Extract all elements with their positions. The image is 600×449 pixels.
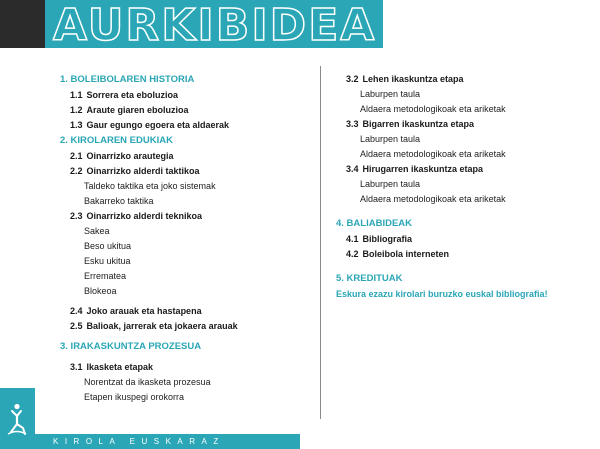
kirola-euskaraz-logo <box>0 388 35 449</box>
column-divider <box>320 66 321 419</box>
page-title: AURKIBIDEA <box>53 0 377 48</box>
footer-brand: KIROLA EUSKARAZ <box>53 437 225 446</box>
toc-section-3[interactable]: 3. IRAKASKUNTZA PROZESUA <box>60 341 202 352</box>
toc-entry-2-2[interactable]: 2.2 Oinarrizko alderdi taktikoa <box>70 166 200 176</box>
toc-item[interactable]: Laburpen taula <box>360 179 421 189</box>
toc-item[interactable]: Etapen ikuspegi orokorra <box>84 392 185 402</box>
toc-entry-3-4[interactable]: 3.4 Hirugarren ikaskuntza etapa <box>346 164 484 174</box>
toc-left-column <box>60 72 310 405</box>
toc-entry-1-3[interactable]: 1.3 Gaur egungo egoera eta aldaerak <box>70 120 230 130</box>
toc-item[interactable]: Laburpen taula <box>360 134 421 144</box>
toc-item[interactable]: Aldaera metodologikoak eta ariketak <box>360 104 506 114</box>
credits-note: Eskura ezazu kirolari buruzko euskal bibliografia! <box>336 289 548 299</box>
toc-item[interactable]: Beso ukitua <box>84 241 132 251</box>
footer-band <box>35 434 300 449</box>
toc-entry-1-2[interactable]: 1.2 Araute giaren eboluzioa <box>70 105 189 115</box>
toc-entry-3-2[interactable]: 3.2 Lehen ikaskuntza etapa <box>346 74 464 84</box>
toc-entry-4-1[interactable]: 4.1 Bibliografia <box>346 234 413 244</box>
header-band <box>45 0 383 48</box>
toc-section-4[interactable]: 4. BALIABIDEAK <box>336 218 413 229</box>
toc-entry-2-4[interactable]: 2.4 Joko arauak eta hastapena <box>70 306 202 316</box>
toc-item[interactable]: Sakea <box>84 226 110 236</box>
athlete-logo-icon <box>5 403 29 437</box>
toc-section-5[interactable]: 5. KREDITUAK <box>336 273 403 284</box>
toc-item[interactable]: Errematea <box>84 271 127 281</box>
toc-entry-4-2[interactable]: 4.2 Boleibola interneten <box>346 249 450 259</box>
toc-item[interactable]: Aldaera metodologikoak eta ariketak <box>360 194 506 204</box>
toc-item[interactable]: Taldeko taktika eta joko sistemak <box>84 181 216 191</box>
header-dark-corner <box>0 0 45 48</box>
toc-section-1[interactable]: 1. BOLEIBOLAREN HISTORIA <box>60 74 195 85</box>
toc-item[interactable]: Blokeoa <box>84 286 117 296</box>
toc-entry-2-5[interactable]: 2.5 Balioak, jarrerak eta jokaera arauak <box>70 321 238 331</box>
toc-item[interactable]: Esku ukitua <box>84 256 131 266</box>
toc-right-column <box>336 72 591 302</box>
toc-entry-2-3[interactable]: 2.3 Oinarrizko alderdi teknikoa <box>70 211 203 221</box>
toc-item[interactable]: Bakarreko taktika <box>84 196 154 206</box>
toc-entry-3-1[interactable]: 3.1 Ikasketa etapak <box>70 362 154 372</box>
toc-entry-1-1[interactable]: 1.1 Sorrera eta eboluzioa <box>70 90 179 100</box>
toc-item[interactable]: Aldaera metodologikoak eta ariketak <box>360 149 506 159</box>
toc-entry-2-1[interactable]: 2.1 Oinarrizko arautegia <box>70 151 174 161</box>
toc-item[interactable]: Laburpen taula <box>360 89 421 99</box>
toc-item[interactable]: Norentzat da ikasketa prozesua <box>84 377 211 387</box>
toc-section-2[interactable]: 2. KIROLAREN EDUKIAK <box>60 135 173 146</box>
toc-entry-3-3[interactable]: 3.3 Bigarren ikaskuntza etapa <box>346 119 475 129</box>
